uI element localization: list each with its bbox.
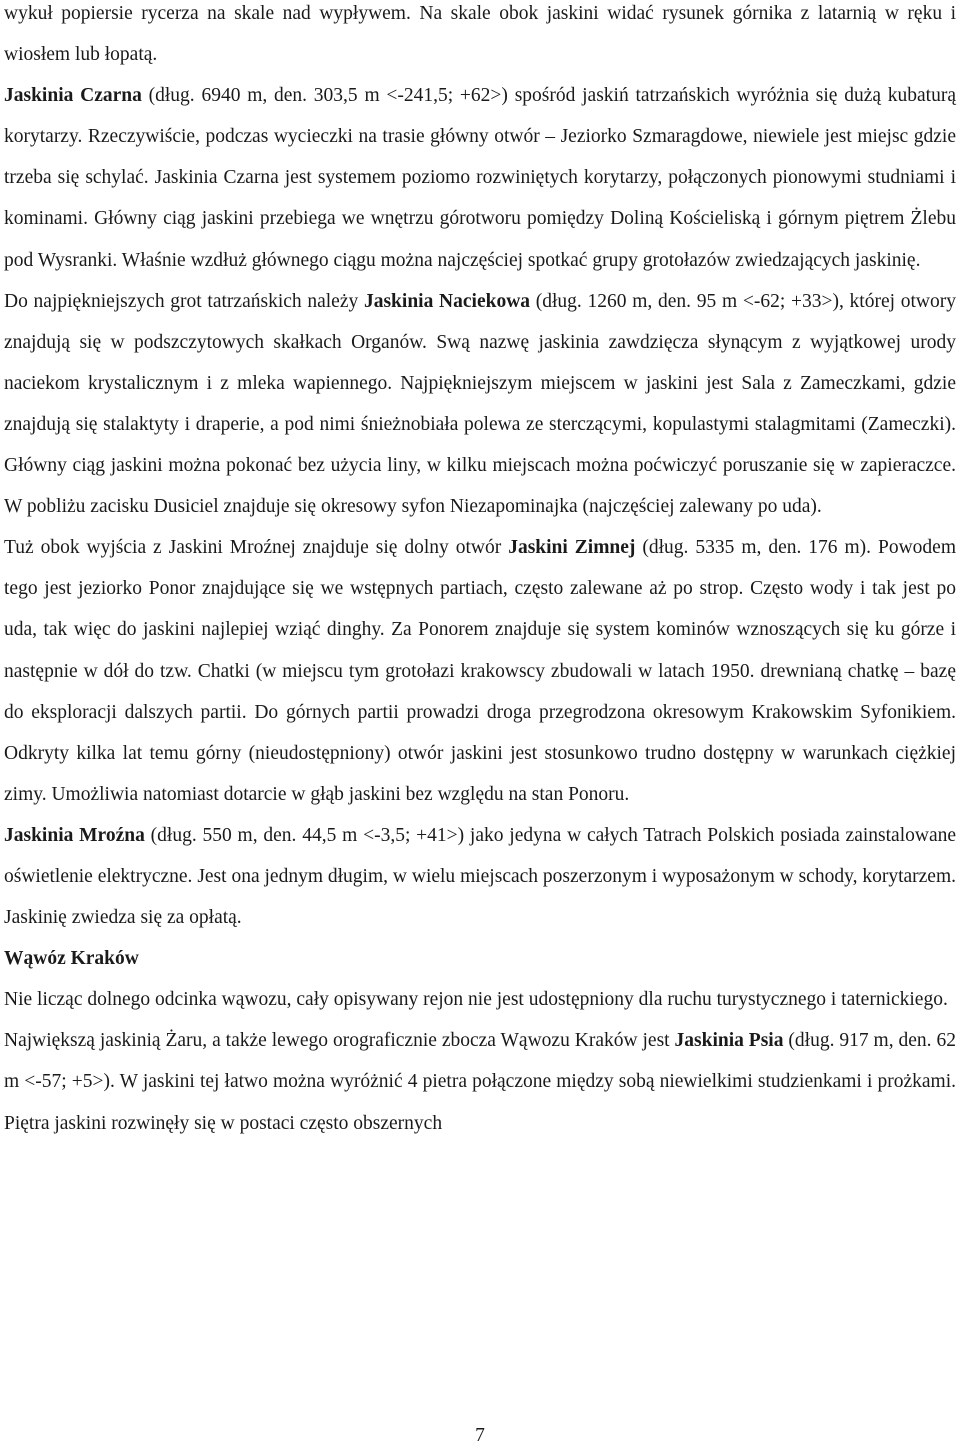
text-run: wykuł popiersie rycerza na skale nad wypływem. Na skale obok jaskini widać rysunek górnika z latarnią w ręku i wiosłem lub łopatą. [4,3,956,66]
text-run: (dług. 1260 m, den. 95 m <-62; +33>), której otwory znajdują się w podszczytowych skałkach Organów. Swą nazwę jaskinia zawdzięcza słynącym z wyjątkowej urody naciekom krystalicznym i z mleka wapiennego. Najpiękniejszym miejscem w jaskini jest Sala z Zameczkami, gdzie znajdują się stalaktyty i draperie, a pod nimi śnieżnobiała polewa ze sterczącymi, kopulastymi stalagmitami (Zameczki). Główny ciąg jaskini można pokonać bez użycia liny, w kilku miejscach można poćwiczyć poruszanie się w zapieraczce. W pobliżu zacisku Dusiciel znajduje się okresowy syfon Niezapominajka (najczęściej zalewany po uda). [4,290,957,518]
cave-name-psia: Jaskinia Psia [674,1030,784,1052]
paragraph-jaskinia-zimna [4,527,956,815]
cave-name-zimna: Jaskini Zimnej [508,537,636,559]
section-heading-wawoz-krakow [4,938,956,979]
text-run: Największą jaskinią Żaru, a także lewego orograficznie zbocza Wąwozu Kraków jest [4,1030,675,1052]
cave-name-czarna: Jaskinia Czarna [4,85,142,107]
cave-name-mrozna: Jaskinia Mroźna [4,824,145,846]
paragraph-jaskinia-mrozna [4,815,956,938]
text-run: Do najpiękniejszych grot tatrzańskich należy [4,290,364,312]
paragraph-wawoz-krakow [4,979,956,1020]
paragraph-jaskinia-naciekowa [4,281,956,528]
paragraph-intro-end [4,0,956,75]
cave-name-naciekowa: Jaskinia Naciekowa [363,290,531,312]
text-run: (dług. 6940 m, den. 303,5 m <-241,5; +62>) spośród jaskiń tatrzańskich wyróżnia się dużą kubaturą korytarzy. Rzeczywiście, podczas wycieczki na trasie główny otwór – Jeziorko Szmaragdowe, niewiele jest miejsc gdzie trzeba się schylać. Jaskinia Czarna jest systemem poziomo rozwiniętych korytarzy, połączonych pionowymi studniami i kominami. Główny ciąg jaskini przebiega we wnętrzu górotworu pomiędzy Doliną Kościeliską i górnym piętrem Żlebu pod Wysranki. Właśnie wzdłuż głównego ciągu można najczęściej spotkać grupy grotołazów zwiedzających jaskinię. [4,85,956,271]
page-number: 7 [475,1425,485,1446]
text-run: (dług. 5335 m, den. 176 m). Powodem tego jest jeziorko Ponor znajdujące się we wstępnych partiach, często zalewane aż po strop. Często wody i tak jest po uda, tak więc do jaskini najlepiej wziąć dinghy. Za Ponorem znajduje się system kominów wznoszących się ku górze i następnie w dół do tzw. Chatki (w miejscu tym grotołazi krakowscy zbudowali w latach 1950. drewnianą chatkę – bazę do eksploracji dalszych partii. Do górnych partii prowadzi droga przegrodzona okresowym Krakowskim Syfonikiem. Odkryty kilka lat temu górny (nieudostępniony) otwór jaskini jest stosunkowo trudno dostępny w warunkach ciężkiej zimy. Umożliwia natomiast dotarcie w głąb jaskini bez względu na stan Ponoru. [4,537,956,805]
section-heading-text: Wąwóz Kraków [4,948,139,970]
paragraph-jaskinia-psia [4,1020,956,1143]
text-run: (dług. 550 m, den. 44,5 m <-3,5; +41>) jako jedyna w całych Tatrach Polskich posiada zainstalowane oświetlenie elektryczne. Jest ona jednym długim, w wielu miejscach poszerzonym i wyposażonym w schody, korytarzem. Jaskinię zwiedza się za opłatą. [4,824,957,929]
text-run: Tuż obok wyjścia z Jaskini Mroźnej znajduje się dolny otwór [4,537,509,559]
paragraph-jaskinia-czarna [4,75,956,280]
document-page [4,0,956,1144]
text-run: Nie licząc dolnego odcinka wąwozu, cały opisywany rejon nie jest udostępniony dla ruchu turystycznego i taternickiego. [4,989,948,1011]
text-run: (dług. 917 m, den. 62 m <-57; +5>). W jaskini tej łatwo można wyróżnić 4 pietra połączone między sobą niewielkimi studzienkami i prożkami. Piętra jaskini rozwinęły się w postaci często obszernych [4,1030,956,1134]
